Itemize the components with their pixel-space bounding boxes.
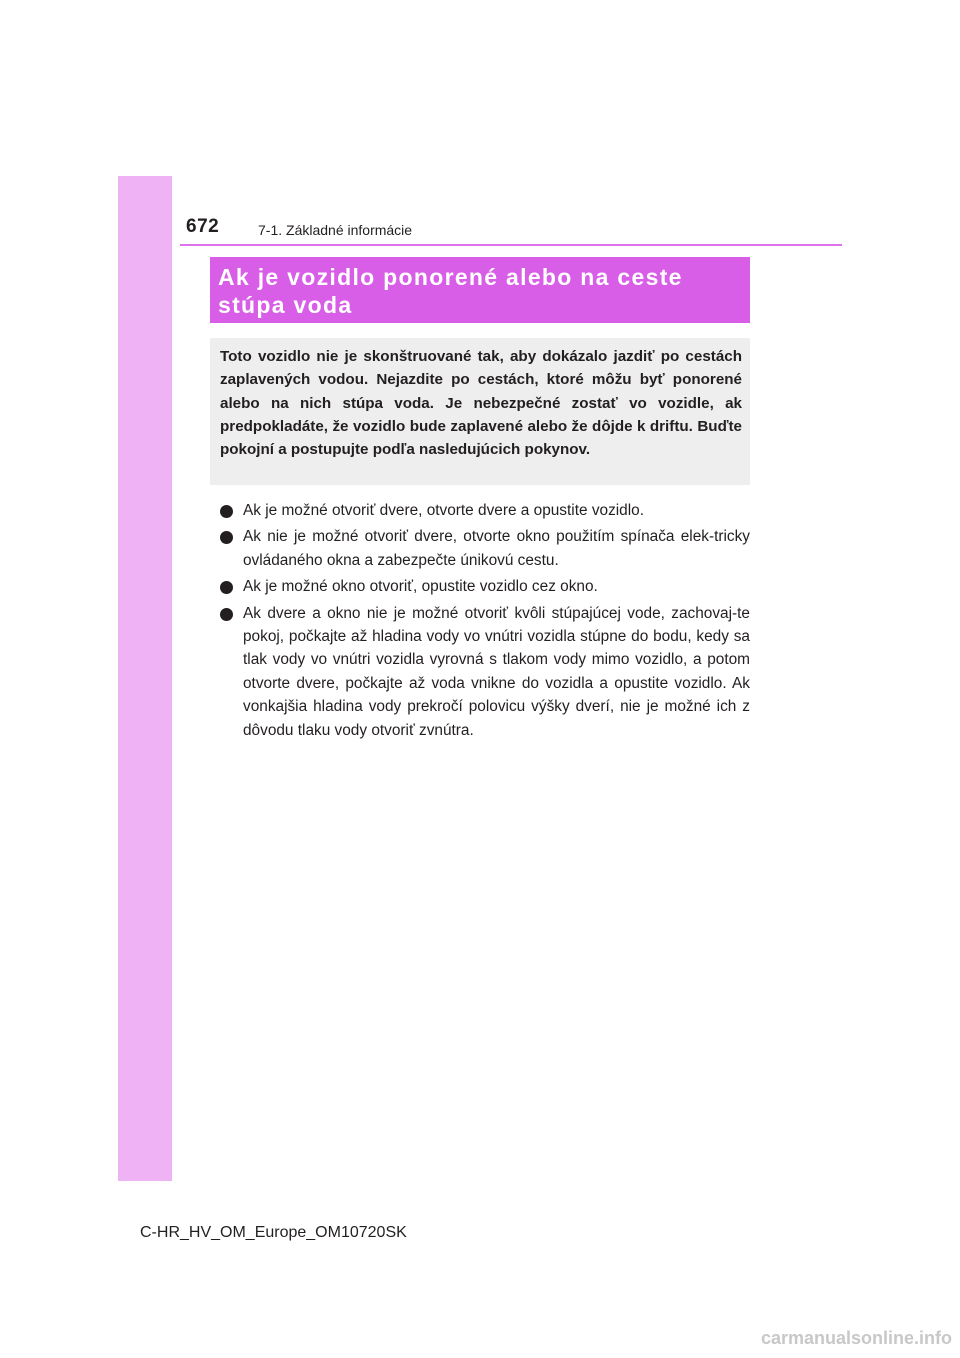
bullet-dot-icon	[220, 531, 233, 544]
instruction-list	[220, 499, 750, 745]
bullet-dot-icon	[220, 608, 233, 621]
list-item	[220, 499, 750, 522]
bullet-dot-icon	[220, 581, 233, 594]
section-header: 7-1. Základné informácie	[258, 222, 413, 238]
list-item	[220, 575, 750, 598]
list-item-text: Ak dvere a okno nie je možné otvoriť kvôli stúpajúcej vode, zachovaj-te pokoj, počkajte až hladina vody vo vnútri vozidla stúpne do bodu, kedy sa tlak vody vo vnútri vozidla vyrovná s tlakom vody mimo vozidlo, a potom otvorte dvere, počkajte až voda vnikne do vozidla a opustite vozidlo. Ak vonkajšia hladina vody prekročí polovicu výšky dverí, nie je možné ich z dôvodu tlaku vody otvoriť zvnútra.	[243, 604, 750, 739]
page-number: 672	[186, 216, 220, 237]
list-item-text: Ak je možné otvoriť dvere, otvorte dvere a opustite vozidlo.	[243, 502, 644, 519]
list-item	[220, 525, 750, 572]
list-item-text: Ak nie je možné otvoriť dvere, otvorte okno použitím spínača elek-tricky ovládaného okna a zabezpečte únikovú cestu.	[243, 528, 750, 569]
page-title: Ak je vozidlo ponorené alebo na ceste stúpa voda	[218, 264, 683, 318]
watermark: carmanualsonline.info	[760, 1328, 952, 1348]
list-item	[220, 602, 750, 742]
chapter-side-tab	[118, 176, 172, 1181]
header-rule	[180, 244, 842, 246]
document-code: C-HR_HV_OM_Europe_OM10720SK	[140, 1224, 407, 1241]
title-box	[210, 257, 750, 323]
intro-box	[210, 338, 750, 485]
bullet-dot-icon	[220, 505, 233, 518]
intro-text: Toto vozidlo nie je skonštruované tak, aby dokázalo jazdiť po cestách zaplavených vodou. Nejazdite po cestách, ktoré môžu byť ponorené alebo na nich stúpa voda. Je nebezpečné zostať vo vozidle, ak predpokladáte, že vozidlo bude zaplavené alebo že dôjde k driftu. Buďte pokojní a postupujte podľa nasledujúcich pokynov.	[220, 348, 742, 459]
list-item-text: Ak je možné okno otvoriť, opustite vozidlo cez okno.	[243, 578, 598, 596]
